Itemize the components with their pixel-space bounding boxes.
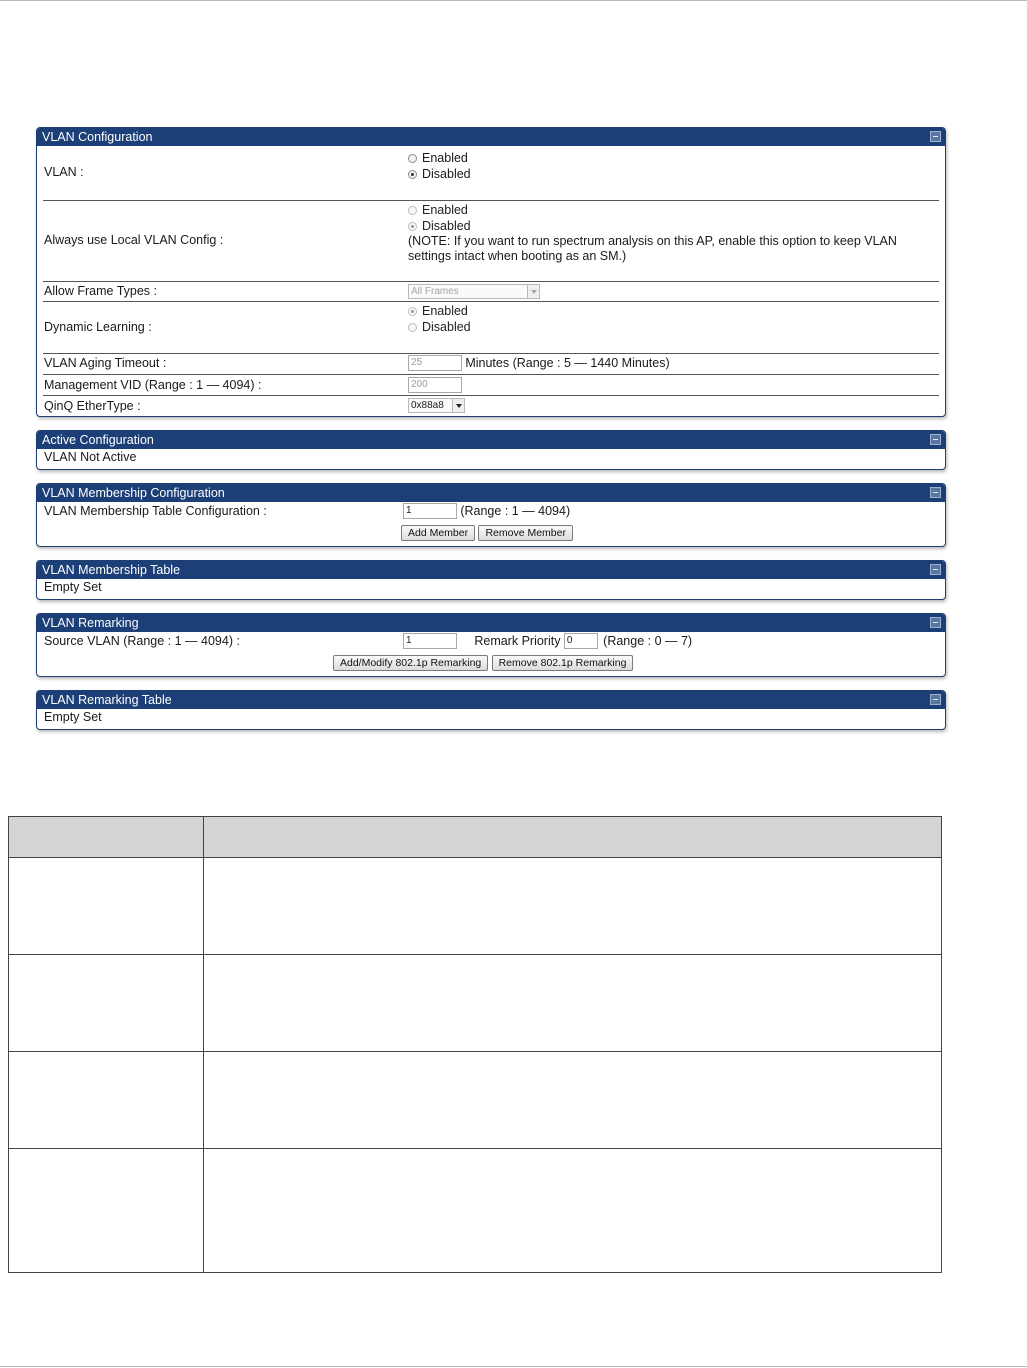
aging-timeout-field xyxy=(408,355,670,371)
management-vid-row xyxy=(43,375,939,396)
always-local-label: Always use Local VLAN Config : xyxy=(44,233,224,247)
vlan-configuration-panel xyxy=(36,127,946,417)
spectrum-note: (NOTE: If you want to run spectrum analysis on this AP, enable this option to keep VLAN settings intact when booting as an SM.) xyxy=(408,234,897,263)
table-cell xyxy=(204,1052,942,1149)
qinq-row xyxy=(43,396,939,416)
qinq-field xyxy=(408,398,465,413)
remark-priority-range: (Range : 0 — 7) xyxy=(603,634,693,648)
minimize-icon[interactable] xyxy=(930,487,941,498)
dynamic-learning-label: Dynamic Learning : xyxy=(44,320,152,334)
always-local-radio-group xyxy=(408,202,938,264)
page-bottom-rule xyxy=(0,1366,1027,1367)
table-row xyxy=(9,1149,942,1273)
radio-icon[interactable] xyxy=(408,323,417,332)
panel-title: VLAN Configuration xyxy=(42,130,153,144)
panel-header xyxy=(37,614,945,632)
vlan-radio-group xyxy=(408,150,471,182)
minimize-icon[interactable] xyxy=(930,131,941,142)
always-local-disabled-option[interactable]: Disabled xyxy=(408,218,938,234)
table-row xyxy=(9,1052,942,1149)
panel-title: VLAN Membership Configuration xyxy=(42,486,225,500)
membership-range: (Range : 1 — 4094) xyxy=(460,504,571,518)
remarking-buttons xyxy=(333,655,633,671)
panel-header xyxy=(37,561,945,579)
table-cell xyxy=(204,1149,942,1273)
description-table-header xyxy=(9,817,942,858)
membership-label: VLAN Membership Table Configuration : xyxy=(44,504,267,518)
panel-header xyxy=(37,128,945,146)
table-row xyxy=(9,858,942,955)
always-local-enabled-option[interactable]: Enabled xyxy=(408,202,938,218)
remove-member-button[interactable]: Remove Member xyxy=(478,525,573,541)
vlan-row xyxy=(43,146,939,201)
source-vlan-label: Source VLAN (Range : 1 — 4094) : xyxy=(44,634,240,648)
add-member-button[interactable]: Add Member xyxy=(401,525,475,541)
table-cell xyxy=(9,1052,204,1149)
dynamic-learning-radio-group xyxy=(408,303,471,335)
aging-timeout-suffix: Minutes (Range : 5 — 1440 Minutes) xyxy=(465,356,670,370)
frame-types-select[interactable]: All Frames xyxy=(408,284,540,299)
dynamic-learning-disabled-option[interactable]: Disabled xyxy=(408,319,471,335)
membership-input[interactable]: 1 xyxy=(403,503,457,519)
table-row xyxy=(9,955,942,1052)
panel-title: VLAN Remarking Table xyxy=(42,693,172,707)
membership-buttons xyxy=(401,525,573,541)
header-cell xyxy=(9,817,204,858)
aging-timeout-row xyxy=(43,354,939,375)
remarking-table-content: Empty Set xyxy=(44,710,102,724)
membership-row xyxy=(37,502,945,546)
vlan-enabled-option[interactable]: Enabled xyxy=(408,150,471,166)
aging-timeout-label: VLAN Aging Timeout : xyxy=(44,356,167,370)
frame-types-field xyxy=(408,284,540,299)
remarking-row xyxy=(37,632,945,676)
qinq-label: QinQ EtherType : xyxy=(44,399,141,413)
radio-selected-icon[interactable] xyxy=(408,170,417,179)
add-modify-remarking-button[interactable]: Add/Modify 802.1p Remarking xyxy=(333,655,488,671)
remarking-panel xyxy=(36,613,946,677)
minimize-icon[interactable] xyxy=(930,434,941,445)
remark-priority-input[interactable]: 0 xyxy=(564,633,598,649)
radio-selected-icon[interactable] xyxy=(408,307,417,316)
chevron-down-icon[interactable] xyxy=(527,285,539,298)
source-vlan-field xyxy=(403,633,692,649)
minimize-icon[interactable] xyxy=(930,564,941,575)
active-configuration-panel xyxy=(36,430,946,470)
radio-selected-icon[interactable] xyxy=(408,222,417,231)
frame-types-row xyxy=(43,282,939,302)
management-vid-field xyxy=(408,377,462,393)
active-status: VLAN Not Active xyxy=(44,450,137,464)
management-vid-label: Management VID (Range : 1 — 4094) : xyxy=(44,378,262,392)
table-cell xyxy=(204,955,942,1052)
remark-priority-label: Remark Priority xyxy=(474,634,561,648)
dynamic-learning-row xyxy=(43,302,939,354)
panel-header xyxy=(37,484,945,502)
frame-types-label: Allow Frame Types : xyxy=(44,284,158,298)
membership-table-panel xyxy=(36,560,946,600)
table-cell xyxy=(9,858,204,955)
panel-header xyxy=(37,431,945,449)
panel-title: VLAN Remarking xyxy=(42,616,139,630)
panel-title: VLAN Membership Table xyxy=(42,563,181,577)
panel-header xyxy=(37,691,945,709)
radio-icon[interactable] xyxy=(408,206,417,215)
radio-icon[interactable] xyxy=(408,154,417,163)
always-local-row xyxy=(43,201,939,282)
minimize-icon[interactable] xyxy=(930,694,941,705)
aging-timeout-input[interactable]: 25 xyxy=(408,355,462,371)
dynamic-learning-enabled-option[interactable]: Enabled xyxy=(408,303,471,319)
panel-title: Active Configuration xyxy=(42,433,154,447)
table-cell xyxy=(204,858,942,955)
management-vid-input[interactable]: 200 xyxy=(408,377,462,393)
membership-configuration-panel xyxy=(36,483,946,547)
source-vlan-input[interactable]: 1 xyxy=(403,633,457,649)
vlan-disabled-option[interactable]: Disabled xyxy=(408,166,471,182)
chevron-down-icon[interactable] xyxy=(452,399,464,412)
header-cell xyxy=(204,817,942,858)
table-cell xyxy=(9,1149,204,1273)
description-table xyxy=(8,816,942,1273)
remarking-table-panel xyxy=(36,690,946,730)
remove-remarking-button[interactable]: Remove 802.1p Remarking xyxy=(492,655,634,671)
qinq-select[interactable]: 0x88a8 xyxy=(408,398,465,413)
table-cell xyxy=(9,955,204,1052)
minimize-icon[interactable] xyxy=(930,617,941,628)
page-top-rule xyxy=(0,0,1027,1)
membership-table-content: Empty Set xyxy=(44,580,102,594)
membership-field xyxy=(403,503,570,519)
vlan-label: VLAN : xyxy=(44,165,84,179)
